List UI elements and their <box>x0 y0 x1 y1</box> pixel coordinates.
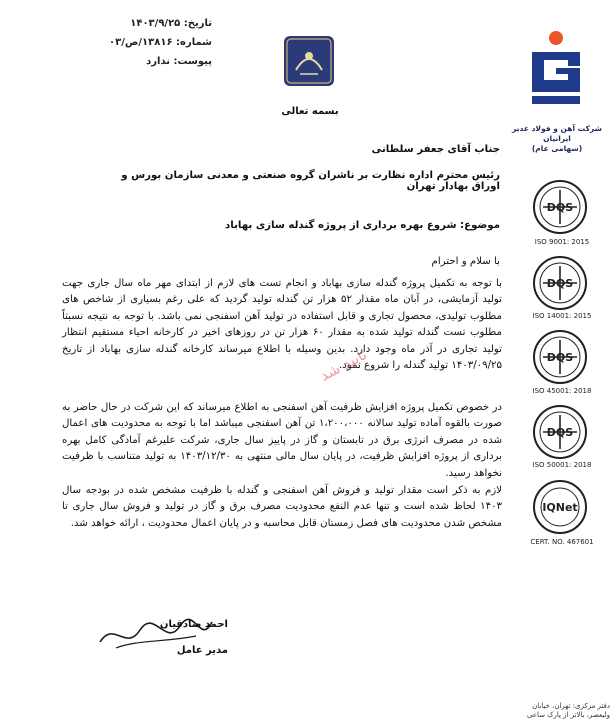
letter-date: تاریخ: ۱۴۰۳/۹/۲۵ <box>130 18 212 29</box>
svg-text:DQS: DQS <box>546 351 574 364</box>
recipient-title: رئیس محترم اداره نظارت بر ناشران گروه صنعتی و معدنی سازمان بورس و اوراق بهادار تهران <box>121 170 500 192</box>
company-type: (سهامی عام) <box>531 144 583 153</box>
paragraph-2: در خصوص تکمیل پروژه افزایش ظرفیت آهن اسفنجی به اطلاع میرساند که این شرکت در حال حاضر به صورت بالقوه آماده تولید سالانه ۱،۲۰۰،۰۰۰ تن آهن اسفنجی میباشد اما با توجه به محدودیت های اعمال شده در مصرف انرژی برق در تابستان و گاز در پاییز سال جاری، شرکت علیرغم آمادگی کامل بهره برداری از پروژه افزایش ظرفیت، در پایان سال مالی منتهی به ۱۴۰۳/۱۲/۳۰ به تولید متناسب با ظرفیت نخواهد رسید. <box>62 402 502 479</box>
svg-text:DQS: DQS <box>546 277 574 290</box>
signatory-name: احمد صادقیان <box>159 619 228 630</box>
letter-meta <box>62 14 212 71</box>
iso-14001-badge-icon <box>527 254 593 312</box>
signatory-title: مدیر عامل <box>176 645 228 656</box>
iqnet-badge-icon <box>527 478 593 536</box>
iso-45001-badge-icon <box>527 328 593 386</box>
cert-label-5: CERT. NO. 467601 <box>530 538 594 546</box>
address-line-2: ولیعصر، بالاتر از پارک ساعی <box>526 711 610 719</box>
recipient-name: جناب آقای جعفر سلطانی <box>371 144 500 155</box>
letter-attachment: پیوست: ندارد <box>146 56 212 67</box>
cert-label-2: ISO 14001: 2015 <box>532 312 592 320</box>
iso-50001-badge-icon <box>527 403 593 461</box>
paragraph-1: با توجه به تکمیل پروژه گندله سازی بهاباد و انجام تست های لازم از ابتدای مهر ماه سال جاری جهت تولید آزمایشی، در آبان ماه مقدار ۵۲ هزار تن گندله تولید گردید که علی رغم بسیاری از شاخص های مطلوب تولیدی، محصول تجاری و قابل استفاده در تولید آهن اسفنجی نمی باشد. با توجه به نتیجه نسبتاً مطلوب تست گندله تولید شده به مقدار ۶۰ هزار تن در روزهای اخیر در کارخانه احیاء مستقیم انتظار تولید تجاری در آذر ماه وجود دارد. بدین وسیله با اطلاع میرساند کارخانه گندله سازی بهاباد از تاریخ ۱۴۰۳/۰۹/۲۵ تولید گندله را شروع نمود. <box>62 278 502 372</box>
company-name: شرکت آهن و فولاد غدیر ایرانیان <box>512 124 602 143</box>
svg-text:DQS: DQS <box>546 201 574 214</box>
letter-subject: موضوع: شروع بهره برداری از پروژه گندله سازی بهاباد <box>225 220 500 231</box>
iso-9001-badge-icon <box>527 178 593 236</box>
letter-number: شماره: ۱۳۸۱۶/ص/۰۳ <box>109 37 212 48</box>
cert-label-1: ISO 9001: 2015 <box>534 238 590 246</box>
address-line-1: دفتر مرکزی: تهران، خیابان <box>532 702 610 710</box>
letter-greeting: با سلام و احترام <box>431 256 500 267</box>
cert-label-4: ISO 50001: 2018 <box>532 461 592 469</box>
svg-text:DQS: DQS <box>546 426 574 439</box>
cert-label-3: ISO 45001: 2018 <box>532 387 592 395</box>
approval-watermark: تایید شد <box>316 345 370 385</box>
company-address <box>510 702 610 720</box>
company-logo-icon <box>522 30 590 110</box>
svg-text:IQNet: IQNet <box>542 501 578 514</box>
paragraph-3: لازم به ذکر است مقدار تولید و فروش آهن اسفنجی و گندله با ظرفیت مشخص شده در بودجه سال ۱۴۰۳ لحاظ شده است و تنها عدم النفع محدودیت مصرف برق و گاز در تولید و فروش سال جاری تا مشخص شدن محدودیت های فصل زمستان قابل محاسبه و در پایان اعمال محدودیت ، ارائه خواهد شد. <box>62 485 502 529</box>
company-seal-icon <box>282 34 336 88</box>
basmala: بسمه تعالی <box>281 106 339 117</box>
company-name-block <box>500 124 614 154</box>
